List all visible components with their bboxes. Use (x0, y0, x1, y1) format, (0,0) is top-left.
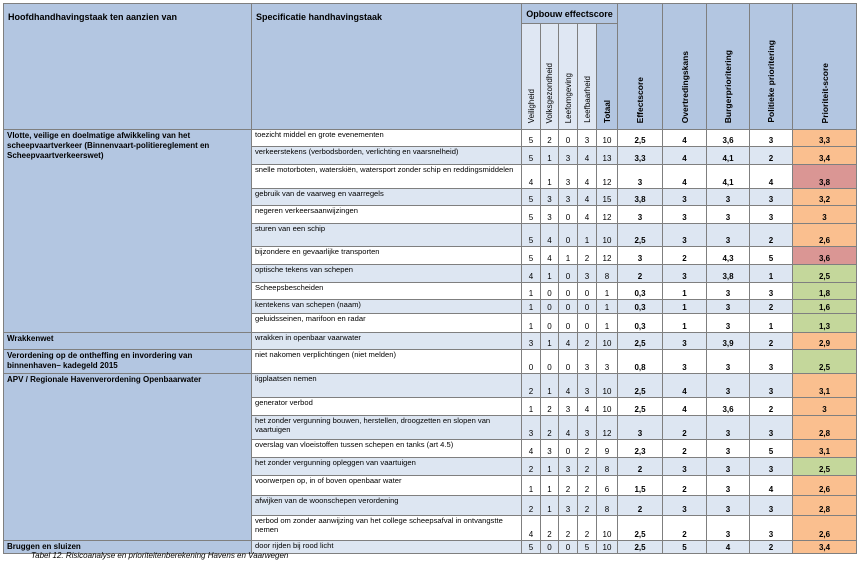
totaal-cell: 10 (597, 398, 618, 416)
politieke-prioritering-cell: 2 (750, 300, 793, 314)
prioriteit-score-cell: 2,5 (793, 350, 857, 374)
overtredingskans-cell: 4 (663, 398, 707, 416)
politieke-prioritering-cell: 4 (750, 165, 793, 189)
leefomgeving-cell: 3 (559, 165, 578, 189)
veiligheid-cell: 0 (522, 350, 541, 374)
leefbaarheid-cell: 4 (578, 147, 597, 165)
burgerprioritering-cell: 3 (707, 416, 750, 440)
overtredingskans-cell: 4 (663, 147, 707, 165)
header-leefbaarheid: Leefbaarheid (578, 24, 597, 130)
politieke-prioritering-cell: 2 (750, 398, 793, 416)
burgerprioritering-cell: 3 (707, 476, 750, 496)
volksgezondheid-cell: 3 (541, 440, 559, 458)
politieke-prioritering-cell: 3 (750, 130, 793, 147)
prioriteit-score-cell: 3,1 (793, 440, 857, 458)
leefbaarheid-cell: 3 (578, 130, 597, 147)
veiligheid-cell: 3 (522, 333, 541, 350)
header-politieke-prioritering: Politieke prioritering (750, 4, 793, 130)
volksgezondheid-cell: 2 (541, 130, 559, 147)
specification-cell: overslag van vloeistoffen tussen schepen en tanks (art 4.5) (252, 440, 522, 458)
leefomgeving-cell: 3 (559, 189, 578, 206)
totaal-cell: 3 (597, 350, 618, 374)
effectscore-cell: 3 (618, 416, 663, 440)
burgerprioritering-cell: 3 (707, 300, 750, 314)
volksgezondheid-cell: 2 (541, 416, 559, 440)
leefomgeving-cell: 2 (559, 476, 578, 496)
burgerprioritering-cell: 3 (707, 374, 750, 398)
specification-cell: snelle motorboten, waterskiën, watersport zonder schip en reddingsmiddelen (252, 165, 522, 189)
leefomgeving-cell: 0 (559, 206, 578, 224)
leefomgeving-cell: 0 (559, 283, 578, 300)
effectscore-cell: 1,5 (618, 476, 663, 496)
effectscore-cell: 2 (618, 458, 663, 476)
specification-cell: negeren verkeersaanwijzingen (252, 206, 522, 224)
prioriteit-score-cell: 1,3 (793, 314, 857, 333)
volksgezondheid-cell: 4 (541, 224, 559, 247)
leefomgeving-cell: 0 (559, 440, 578, 458)
veiligheid-cell: 1 (522, 283, 541, 300)
specification-cell: niet nakomen verplichtingen (niet melden) (252, 350, 522, 374)
overtredingskans-cell: 2 (663, 516, 707, 541)
specification-cell: het zonder vergunning opleggen van vaartuigen (252, 458, 522, 476)
volksgezondheid-cell: 0 (541, 350, 559, 374)
leefomgeving-cell: 4 (559, 416, 578, 440)
prioriteit-score-cell: 1,8 (793, 283, 857, 300)
totaal-cell: 1 (597, 314, 618, 333)
burgerprioritering-cell: 3 (707, 516, 750, 541)
politieke-prioritering-cell: 3 (750, 416, 793, 440)
specification-cell: gebruik van de vaarweg en vaarregels (252, 189, 522, 206)
leefomgeving-cell: 0 (559, 350, 578, 374)
volksgezondheid-cell: 4 (541, 247, 559, 265)
volksgezondheid-cell: 0 (541, 300, 559, 314)
leefomgeving-cell: 0 (559, 265, 578, 283)
overtredingskans-cell: 3 (663, 333, 707, 350)
veiligheid-cell: 5 (522, 130, 541, 147)
category-cell: Verordening op de ontheffing en invordering van binnenhaven– kadegeld 2015 (4, 350, 252, 374)
overtredingskans-cell: 2 (663, 247, 707, 265)
leefomgeving-cell: 3 (559, 496, 578, 516)
prioriteit-score-cell: 2,6 (793, 516, 857, 541)
burgerprioritering-cell: 3,6 (707, 130, 750, 147)
prioriteit-score-cell: 2,9 (793, 333, 857, 350)
specification-cell: bijzondere en gevaarlijke transporten (252, 247, 522, 265)
prioriteit-score-cell: 2,5 (793, 265, 857, 283)
totaal-cell: 12 (597, 165, 618, 189)
overtredingskans-cell: 1 (663, 314, 707, 333)
effectscore-cell: 3 (618, 165, 663, 189)
leefbaarheid-cell: 2 (578, 440, 597, 458)
politieke-prioritering-cell: 3 (750, 206, 793, 224)
leefbaarheid-cell: 0 (578, 300, 597, 314)
category-cell: APV / Regionale Havenverordening Openbaarwater (4, 374, 252, 541)
burgerprioritering-cell: 3,9 (707, 333, 750, 350)
effectscore-cell: 2,5 (618, 398, 663, 416)
specification-cell: wrakken in openbaar vaarwater (252, 333, 522, 350)
specification-cell: voorwerpen op, in of boven openbaar water (252, 476, 522, 496)
totaal-cell: 10 (597, 224, 618, 247)
overtredingskans-cell: 3 (663, 265, 707, 283)
leefbaarheid-cell: 1 (578, 224, 597, 247)
totaal-cell: 10 (597, 541, 618, 554)
specification-cell: ligplaatsen nemen (252, 374, 522, 398)
effectscore-cell: 0,3 (618, 314, 663, 333)
overtredingskans-cell: 4 (663, 374, 707, 398)
politieke-prioritering-cell: 2 (750, 147, 793, 165)
leefomgeving-cell: 0 (559, 300, 578, 314)
overtredingskans-cell: 3 (663, 350, 707, 374)
specification-cell: kentekens van schepen (naam) (252, 300, 522, 314)
burgerprioritering-cell: 3 (707, 283, 750, 300)
totaal-cell: 8 (597, 458, 618, 476)
totaal-cell: 6 (597, 476, 618, 496)
volksgezondheid-cell: 1 (541, 333, 559, 350)
burgerprioritering-cell: 3 (707, 440, 750, 458)
volksgezondheid-cell: 1 (541, 374, 559, 398)
specification-cell: generator verbod (252, 398, 522, 416)
leefomgeving-cell: 1 (559, 247, 578, 265)
prioriteit-score-cell: 2,8 (793, 496, 857, 516)
veiligheid-cell: 4 (522, 516, 541, 541)
prioriteit-score-cell: 2,5 (793, 458, 857, 476)
veiligheid-cell: 5 (522, 147, 541, 165)
burgerprioritering-cell: 3 (707, 496, 750, 516)
politieke-prioritering-cell: 3 (750, 283, 793, 300)
leefbaarheid-cell: 0 (578, 314, 597, 333)
header-effectscore: Effectscore (618, 4, 663, 130)
leefomgeving-cell: 0 (559, 224, 578, 247)
volksgezondheid-cell: 3 (541, 189, 559, 206)
burgerprioritering-cell: 4,1 (707, 147, 750, 165)
burgerprioritering-cell: 4,3 (707, 247, 750, 265)
totaal-cell: 1 (597, 283, 618, 300)
politieke-prioritering-cell: 5 (750, 247, 793, 265)
effectscore-cell: 3 (618, 206, 663, 224)
leefomgeving-cell: 3 (559, 147, 578, 165)
leefbaarheid-cell: 2 (578, 476, 597, 496)
table-row (4, 374, 857, 398)
overtredingskans-cell: 2 (663, 416, 707, 440)
volksgezondheid-cell: 1 (541, 496, 559, 516)
overtredingskans-cell: 1 (663, 300, 707, 314)
veiligheid-cell: 3 (522, 416, 541, 440)
effectscore-cell: 2 (618, 496, 663, 516)
table-row (4, 333, 857, 350)
table-body (4, 130, 857, 554)
overtredingskans-cell: 3 (663, 224, 707, 247)
leefbaarheid-cell: 4 (578, 189, 597, 206)
specification-cell: verbod om zonder aanwijzing van het college scheepsafval in ontvangstte nemen (252, 516, 522, 541)
politieke-prioritering-cell: 5 (750, 440, 793, 458)
effectscore-cell: 3,8 (618, 189, 663, 206)
politieke-prioritering-cell: 3 (750, 496, 793, 516)
volksgezondheid-cell: 2 (541, 516, 559, 541)
politieke-prioritering-cell: 2 (750, 333, 793, 350)
burgerprioritering-cell: 3,8 (707, 265, 750, 283)
leefomgeving-cell: 0 (559, 130, 578, 147)
effectscore-cell: 2,5 (618, 374, 663, 398)
burgerprioritering-cell: 3 (707, 458, 750, 476)
specification-cell: Scheepsbescheiden (252, 283, 522, 300)
effectscore-cell: 2,3 (618, 440, 663, 458)
overtredingskans-cell: 3 (663, 206, 707, 224)
header-burgerprioritering: Burgerprioritering (707, 4, 750, 130)
specification-cell: afwijken van de woonschepen verordening (252, 496, 522, 516)
leefbaarheid-cell: 2 (578, 333, 597, 350)
specification-cell: toezicht middel en grote evenementen (252, 130, 522, 147)
effectscore-cell: 0,3 (618, 283, 663, 300)
burgerprioritering-cell: 3,6 (707, 398, 750, 416)
burgerprioritering-cell: 4 (707, 541, 750, 554)
totaal-cell: 1 (597, 300, 618, 314)
leefbaarheid-cell: 3 (578, 265, 597, 283)
header-specification: Specificatie handhavingstaak (252, 4, 522, 130)
prioriteit-score-cell: 3,3 (793, 130, 857, 147)
overtredingskans-cell: 1 (663, 283, 707, 300)
politieke-prioritering-cell: 3 (750, 374, 793, 398)
politieke-prioritering-cell: 2 (750, 224, 793, 247)
effectscore-cell: 0,8 (618, 350, 663, 374)
totaal-cell: 10 (597, 516, 618, 541)
volksgezondheid-cell: 0 (541, 541, 559, 554)
volksgezondheid-cell: 1 (541, 458, 559, 476)
prioriteit-score-cell: 3,2 (793, 189, 857, 206)
header-overtredingskans: Overtredingskans (663, 4, 707, 130)
effectscore-cell: 2,5 (618, 224, 663, 247)
header-leefomgeving: Leefomgeving (559, 24, 578, 130)
category-cell: Vlotte, veilige en doelmatige afwikkeling van het scheepvaartverkeer (Binnenvaart-politiereglement en Scheepvaartverkeerswet) (4, 130, 252, 333)
leefomgeving-cell: 3 (559, 458, 578, 476)
specification-cell: het zonder vergunning bouwen, herstellen, droogzetten en slopen van vaartuigen (252, 416, 522, 440)
volksgezondheid-cell: 0 (541, 283, 559, 300)
totaal-cell: 8 (597, 496, 618, 516)
prioriteit-score-cell: 3 (793, 398, 857, 416)
veiligheid-cell: 5 (522, 206, 541, 224)
veiligheid-cell: 2 (522, 458, 541, 476)
specification-cell: sturen van een schip (252, 224, 522, 247)
leefomgeving-cell: 0 (559, 314, 578, 333)
prioriteit-score-cell: 1,6 (793, 300, 857, 314)
leefomgeving-cell: 4 (559, 374, 578, 398)
table-row (4, 130, 857, 147)
totaal-cell: 13 (597, 147, 618, 165)
overtredingskans-cell: 4 (663, 165, 707, 189)
effectscore-cell: 2,5 (618, 516, 663, 541)
totaal-cell: 15 (597, 189, 618, 206)
effectscore-cell: 2,5 (618, 130, 663, 147)
overtredingskans-cell: 3 (663, 496, 707, 516)
effectscore-cell: 2,5 (618, 541, 663, 554)
overtredingskans-cell: 5 (663, 541, 707, 554)
effectscore-cell: 0,3 (618, 300, 663, 314)
leefbaarheid-cell: 2 (578, 496, 597, 516)
leefomgeving-cell: 2 (559, 516, 578, 541)
category-cell: Bruggen en sluizen (4, 541, 252, 554)
prioriteit-score-cell: 3,8 (793, 165, 857, 189)
veiligheid-cell: 1 (522, 300, 541, 314)
header-prioriteit-score: Prioriteit-score (793, 4, 857, 130)
prioriteit-score-cell: 3,4 (793, 147, 857, 165)
veiligheid-cell: 5 (522, 247, 541, 265)
overtredingskans-cell: 3 (663, 189, 707, 206)
burgerprioritering-cell: 3 (707, 314, 750, 333)
totaal-cell: 12 (597, 247, 618, 265)
politieke-prioritering-cell: 2 (750, 541, 793, 554)
veiligheid-cell: 4 (522, 440, 541, 458)
header-effect-composition: Opbouw effectscore (522, 4, 618, 24)
politieke-prioritering-cell: 3 (750, 189, 793, 206)
burgerprioritering-cell: 3 (707, 206, 750, 224)
leefomgeving-cell: 0 (559, 541, 578, 554)
specification-cell: optische tekens van schepen (252, 265, 522, 283)
leefbaarheid-cell: 2 (578, 247, 597, 265)
header-volksgezondheid: Volksgezondheid (541, 24, 559, 130)
overtredingskans-cell: 4 (663, 130, 707, 147)
volksgezondheid-cell: 1 (541, 147, 559, 165)
leefomgeving-cell: 3 (559, 398, 578, 416)
leefbaarheid-cell: 3 (578, 350, 597, 374)
leefbaarheid-cell: 4 (578, 206, 597, 224)
prioriteit-score-cell: 2,6 (793, 476, 857, 496)
header-totaal: Totaal (597, 24, 618, 130)
totaal-cell: 12 (597, 206, 618, 224)
politieke-prioritering-cell: 3 (750, 350, 793, 374)
burgerprioritering-cell: 3 (707, 350, 750, 374)
overtredingskans-cell: 3 (663, 458, 707, 476)
specification-cell: geluidsseinen, marifoon en radar (252, 314, 522, 333)
veiligheid-cell: 4 (522, 265, 541, 283)
table-caption: Tabel 12. Risicoanalyse en prioriteitenberekening Havens en Vaarwegen (31, 551, 289, 560)
veiligheid-cell: 2 (522, 496, 541, 516)
effectscore-cell: 3,3 (618, 147, 663, 165)
table-row (4, 350, 857, 374)
volksgezondheid-cell: 1 (541, 165, 559, 189)
politieke-prioritering-cell: 4 (750, 476, 793, 496)
volksgezondheid-cell: 1 (541, 476, 559, 496)
veiligheid-cell: 1 (522, 314, 541, 333)
volksgezondheid-cell: 2 (541, 398, 559, 416)
veiligheid-cell: 2 (522, 374, 541, 398)
effectscore-cell: 2 (618, 265, 663, 283)
totaal-cell: 10 (597, 130, 618, 147)
volksgezondheid-cell: 1 (541, 265, 559, 283)
prioriteit-score-cell: 3,4 (793, 541, 857, 554)
veiligheid-cell: 5 (522, 189, 541, 206)
specification-cell: verkeerstekens (verbodsborden, verlichting en vaarsnelheid) (252, 147, 522, 165)
burgerprioritering-cell: 4,1 (707, 165, 750, 189)
leefbaarheid-cell: 0 (578, 283, 597, 300)
leefbaarheid-cell: 4 (578, 398, 597, 416)
overtredingskans-cell: 2 (663, 476, 707, 496)
totaal-cell: 10 (597, 333, 618, 350)
effectscore-cell: 3 (618, 247, 663, 265)
prioriteit-score-cell: 2,8 (793, 416, 857, 440)
specification-cell: door rijden bij rood licht (252, 541, 522, 554)
leefbaarheid-cell: 4 (578, 165, 597, 189)
totaal-cell: 12 (597, 416, 618, 440)
burgerprioritering-cell: 3 (707, 224, 750, 247)
risk-table (3, 3, 857, 554)
prioriteit-score-cell: 3,6 (793, 247, 857, 265)
totaal-cell: 10 (597, 374, 618, 398)
volksgezondheid-cell: 3 (541, 206, 559, 224)
totaal-cell: 9 (597, 440, 618, 458)
prioriteit-score-cell: 2,6 (793, 224, 857, 247)
header-veiligheid: Veiligheid (522, 24, 541, 130)
leefbaarheid-cell: 2 (578, 516, 597, 541)
category-cell: Wrakkenwet (4, 333, 252, 350)
prioriteit-score-cell: 3,1 (793, 374, 857, 398)
politieke-prioritering-cell: 1 (750, 265, 793, 283)
totaal-cell: 8 (597, 265, 618, 283)
leefbaarheid-cell: 2 (578, 458, 597, 476)
effectscore-cell: 2,5 (618, 333, 663, 350)
leefbaarheid-cell: 3 (578, 416, 597, 440)
volksgezondheid-cell: 0 (541, 314, 559, 333)
veiligheid-cell: 1 (522, 398, 541, 416)
veiligheid-cell: 5 (522, 224, 541, 247)
politieke-prioritering-cell: 3 (750, 458, 793, 476)
leefomgeving-cell: 4 (559, 333, 578, 350)
politieke-prioritering-cell: 1 (750, 314, 793, 333)
veiligheid-cell: 5 (522, 541, 541, 554)
burgerprioritering-cell: 3 (707, 189, 750, 206)
veiligheid-cell: 4 (522, 165, 541, 189)
leefbaarheid-cell: 3 (578, 374, 597, 398)
overtredingskans-cell: 2 (663, 440, 707, 458)
prioriteit-score-cell: 3 (793, 206, 857, 224)
veiligheid-cell: 1 (522, 476, 541, 496)
header-main-task: Hoofdhandhavingstaak ten aanzien van (4, 4, 252, 130)
politieke-prioritering-cell: 3 (750, 516, 793, 541)
leefbaarheid-cell: 5 (578, 541, 597, 554)
